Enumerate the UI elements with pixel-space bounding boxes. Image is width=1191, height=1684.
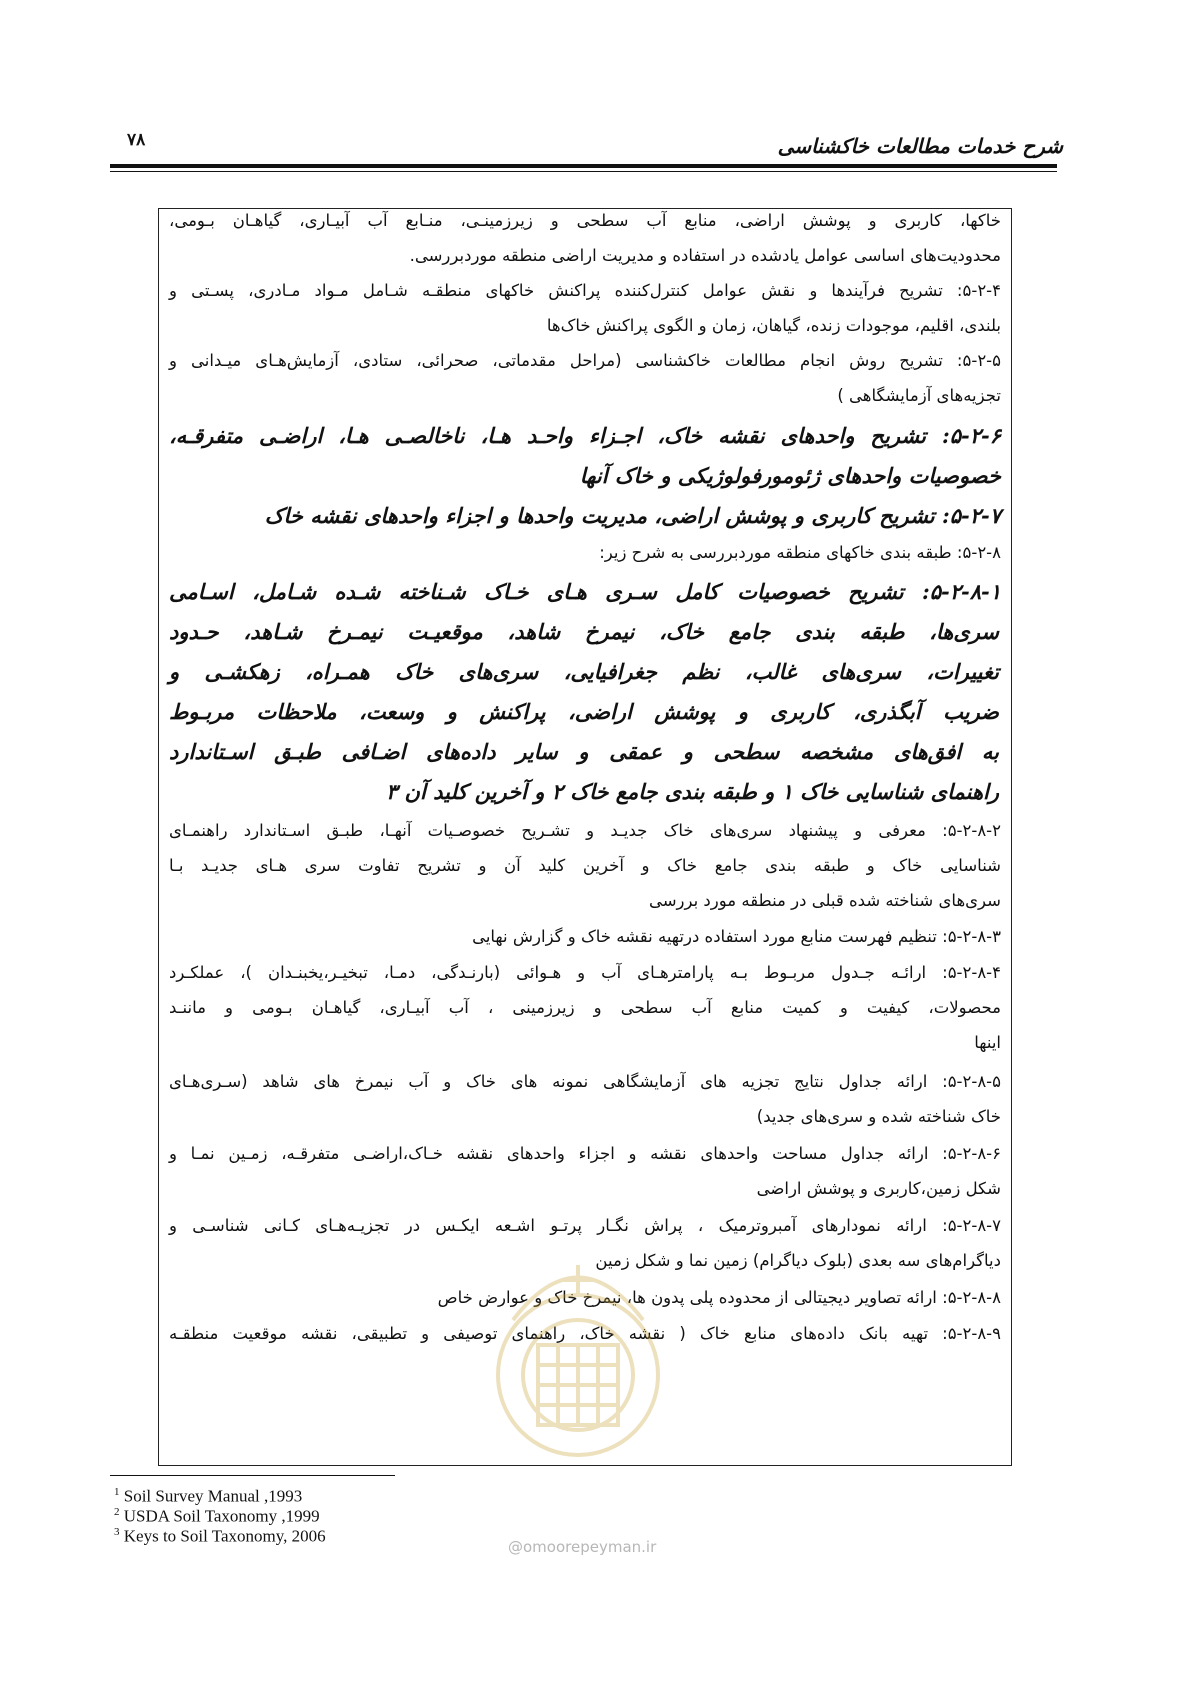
item-5-2-8-3: ۵-۲-۸-۳: تنظیم فهرست منابع مورد استفاده درتهیه نقشه خاک و گزارش نهایی: [472, 927, 1001, 946]
heading-line: ضریب آبگذری، کاربری و پوشش اراضی، پراکنش و وسعت، ملاحظات مربـوط: [169, 699, 999, 724]
heading-5-2-6: ۵-۲-۶: تشریح واحدهای نقشه خاک، اجـزاء واحـد هـا، ناخالصـی هـا، اراضـی متفرقـه،: [169, 423, 1002, 448]
item-5-2-8: ۵-۲-۸: طبقه بندی خاکهای منطقه موردبررسی به شرح زیر:: [599, 543, 1001, 562]
text-line: تجزیه‌های آزمایشگاهی ): [837, 386, 1001, 405]
item-5-2-8-8: ۵-۲-۸-۸: ارائه تصاویر دیجیتالی از محدوده پلی پدون ها، نیمرخ خاک و عوارض خاص: [437, 1288, 1001, 1307]
heading-5-2-7: ۵-۲-۷: تشریح کاربری و پوشش اراضی، مدیریت واحدها و اجزاء واحدهای نقشه خاک: [264, 503, 1001, 528]
page-title: شرح خدمات مطالعات خاکشناسی: [777, 134, 1063, 158]
item-5-2-8-4: ۵-۲-۸-۴: ارائـه جـدول مربـوط بـه پارامترهـای آب و هـوائی (بارنـدگی، دمـا، تبخیـر،یخبنـدان )، عملکـرد: [169, 963, 1001, 982]
heading-line: سری‌ها، طبقه بندی جامع خاک، نیمرخ شاهد، موقعیـت نیمـرخ شـاهد، حـدود: [169, 619, 999, 644]
text-line: سری‌های شناخته شده قبلی در منطقه مورد بررسی: [648, 891, 1001, 910]
content-box: [158, 208, 1012, 1466]
text-line: محصولات، کیفیت و کمیت منابع آب سطحی و زیرزمینی ، آب آبیـاری، گیاهـان بـومی و ماننـد: [169, 998, 1001, 1017]
text-line: اینها: [974, 1033, 1001, 1052]
item-5-2-8-6: ۵-۲-۸-۶: ارائه جداول مساحت واحدهای نقشه و اجزاء واحدهای نقشه خـاک،اراضـی متفرقـه، زمـین نمـا و: [169, 1144, 1001, 1163]
header-rule-thin: [110, 171, 1057, 172]
item-5-2-8-9: ۵-۲-۸-۹: تهیه بانک داده‌های منابع خاک ( نقشه خاک، راهنمای توصیفی و تطبیقی، نقشه موقعیت منطقـه: [169, 1324, 1001, 1343]
footnote-2: $^2$ USDA Soil Taxonomy ,1999: [114, 1506, 320, 1526]
heading-line: به افق‌های مشخصه سطحی و عمقی و سایر داده‌های اضـافی طبـق اسـتاندارد: [169, 739, 999, 764]
page-number: ۷۸: [127, 130, 146, 150]
text-line: شناسایی خاک و طبقه بندی جامع خاک و آخرین کلید آن و تشریح تفاوت سری هـای جدیـد بـا: [169, 856, 1001, 875]
item-5-2-8-7: ۵-۲-۸-۷: ارائه نمودارهای آمبروترمیک ، پراش نگـار پرتـو اشـعه ایکـس در تجزیـه‌هـای کـانی شناسـی و: [169, 1216, 1001, 1235]
heading-line: تغییرات، سری‌های غالب، نظم جغرافیایی، سری‌های خاک همـراه، زهکشـی و: [169, 659, 999, 684]
text-line: شکل زمین،کاربری و پوشش اراضی: [756, 1179, 1001, 1198]
footnote-rule: [110, 1475, 395, 1476]
heading-5-2-8-1: ۵-۲-۸-۱: تشریح خصوصیات کامل سـری هـای خـاک شـناخته شـده شـامل، اسـامی: [169, 579, 1001, 604]
text-line: محدودیت‌های اساسی عوامل یادشده در استفاده و مدیریت اراضی منطقه موردبررسی.: [409, 246, 1001, 265]
text-line: بلندی، اقلیم، موجودات زنده، گیاهان، زمان و الگوی پراکنش خاک‌ها: [546, 316, 1001, 335]
footnote-1: $^1$ Soil Survey Manual ,1993: [114, 1486, 303, 1506]
footnote-3: $^3$ Keys to Soil Taxonomy, 2006: [114, 1526, 326, 1546]
heading-line: خصوصیات واحدهای ژئومورفولوژیکی و خاک آنها: [579, 463, 1001, 488]
text-line: خاکها، کاربری و پوشش اراضی، منابع آب سطحی و زیرزمینـی، منـابع آب آبیـاری، گیاهـان بـومی،: [169, 211, 1001, 230]
watermark-url: @omoorepeyman.ir: [508, 1538, 657, 1556]
heading-line: راهنمای شناسایی خاک ۱ و طبقه بندی جامع خاک ۲ و آخرین کلید آن ۳: [385, 779, 999, 804]
text-line: دیاگرام‌های سه بعدی (بلوک دیاگرام) زمین نما و شکل زمین: [595, 1251, 1001, 1270]
text-line: خاک شناخته شده و سری‌های جدید): [756, 1107, 1001, 1126]
item-5-2-5: ۵-۲-۵: تشریح روش انجام مطالعات خاکشناسی (مراحل مقدماتی، صحرائی، ستادی، آزمایش‌هـای میـدانی و: [169, 351, 1001, 370]
item-5-2-4: ۵-۲-۴: تشریح فرآیندها و نقش عوامل کنترل‌کننده پراکنش خاکهای منطقـه شـامل مـواد مـادری، پسـتی و: [169, 281, 1001, 300]
item-5-2-8-2: ۵-۲-۸-۲: معرفی و پیشنهاد سری‌های خاک جدیـد و تشـریح خصوصـیات آنهـا، طبـق اسـتاندارد راهنمـای: [169, 821, 1001, 840]
header-rule-thick: [110, 164, 1057, 168]
item-5-2-8-5: ۵-۲-۸-۵: ارائه جداول نتایج تجزیه های آزمایشگاهی نمونه های خاک و آب نیمرخ های شاهد (سـری‌هـای: [169, 1072, 1001, 1091]
